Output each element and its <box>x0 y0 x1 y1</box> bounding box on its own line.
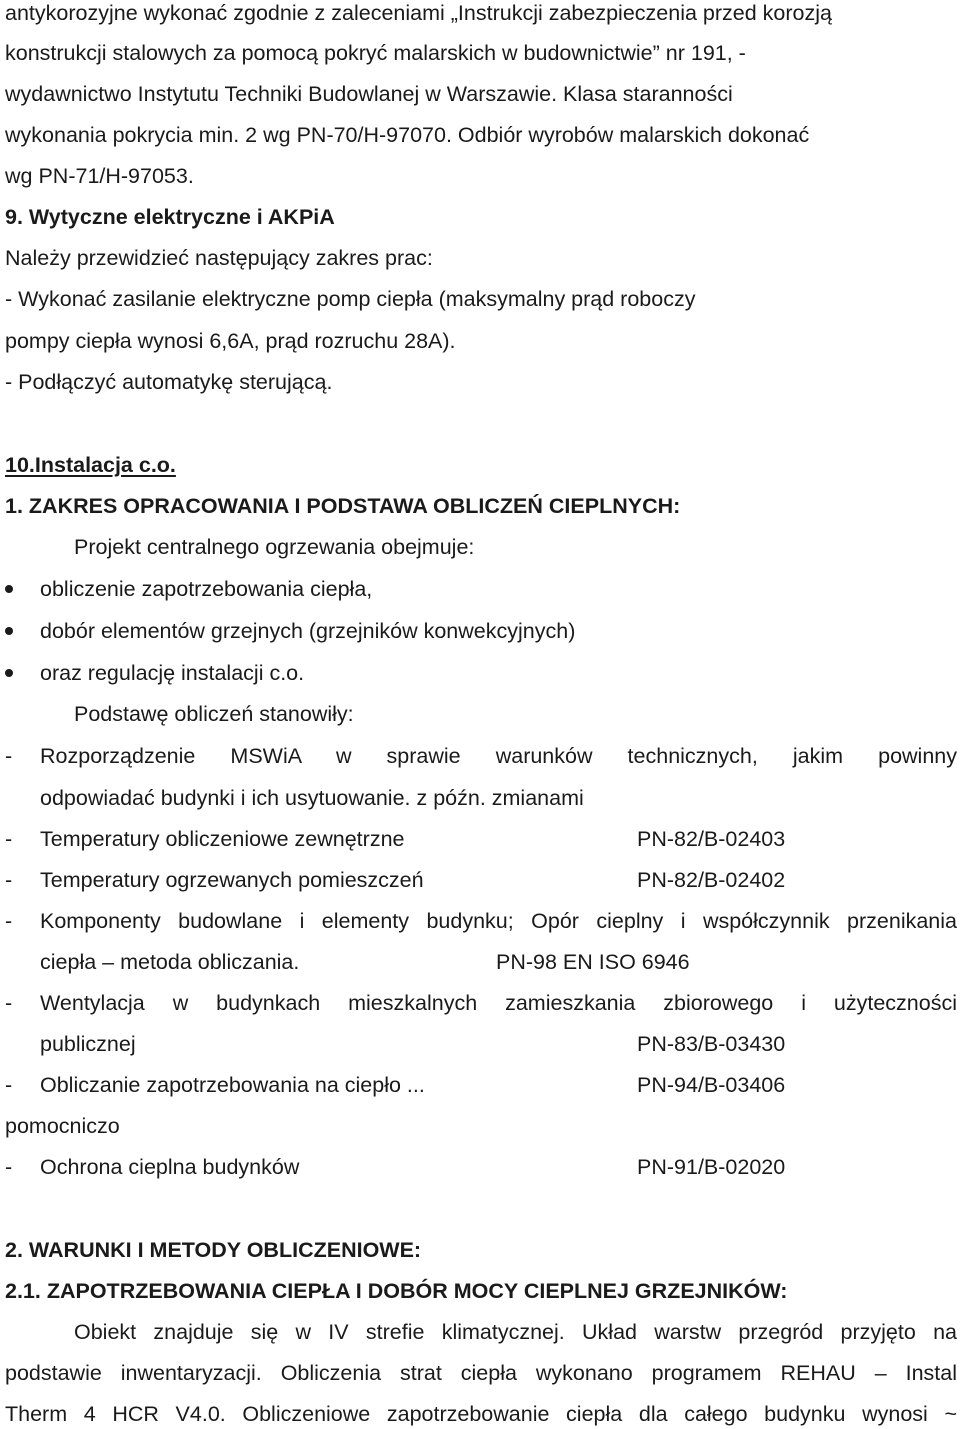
text-line: Therm 4 HCR V4.0. Obliczeniowe zapotrzebowanie ciepła dla całego budynku wynosi ~ <box>5 1402 957 1426</box>
bullet-icon <box>5 627 13 635</box>
bullet-icon <box>5 585 13 593</box>
text-line-justified <box>40 906 957 936</box>
text-line: odpowiadać budynki i ich usytuowanie. z późn. zmianami <box>40 786 584 810</box>
norm-code: PN-82/B-02402 <box>637 868 786 892</box>
text-line: publicznej <box>40 1032 136 1056</box>
text-line-justified <box>74 1317 957 1347</box>
dash-marker: - <box>5 744 13 768</box>
text-line: Podstawę obliczeń stanowiły: <box>74 702 354 726</box>
dash-marker: - <box>5 1155 13 1179</box>
text-line: wydawnictwo Instytutu Techniki Budowlanej w Warszawie. Klasa staranności <box>5 82 733 106</box>
norm-code: PN-98 EN ISO 6946 <box>496 950 690 974</box>
list-item-text: dobór elementów grzejnych (grzejników konwekcyjnych) <box>40 619 576 643</box>
text-line: pomocniczo <box>5 1114 120 1138</box>
text-line: - Podłączyć automatykę sterującą. <box>5 370 333 394</box>
norm-code: PN-94/B-03406 <box>637 1073 786 1097</box>
section-heading: 9. Wytyczne elektryczne i AKPiA <box>5 205 335 229</box>
text-line: Komponenty budowlane i elementy budynku; Opór cieplny i współczynnik przenikania <box>40 909 957 933</box>
text-line-justified <box>5 1399 957 1429</box>
dash-marker: - <box>5 1073 13 1097</box>
norm-code: PN-91/B-02020 <box>637 1155 786 1179</box>
text-line: ciepła – metoda obliczania. <box>40 950 300 974</box>
text-line-justified <box>40 988 957 1018</box>
norm-text: Temperatury obliczeniowe zewnętrzne <box>40 827 405 851</box>
text-line: pompy ciepła wynosi 6,6A, prąd rozruchu 28A). <box>5 329 456 353</box>
list-item-text: obliczenie zapotrzebowania ciepła, <box>40 577 373 601</box>
dash-marker: - <box>5 909 13 933</box>
text-line: Należy przewidzieć następujący zakres prac: <box>5 246 433 270</box>
text-line-justified <box>40 741 957 771</box>
text-line: Rozporządzenie MSWiA w sprawie warunków technicznych, jakim powinny <box>40 744 957 768</box>
text-line: konstrukcji stalowych za pomocą pokryć malarskich w budownictwie” nr 191, - <box>5 41 746 65</box>
section-heading: 10.Instalacja c.o. <box>5 453 176 477</box>
chapter-heading: 1. ZAKRES OPRACOWANIA I PODSTAWA OBLICZEŃ CIEPLNYCH: <box>5 494 681 518</box>
dash-marker: - <box>5 991 13 1015</box>
norm-code: PN-83/B-03430 <box>637 1032 786 1056</box>
dash-marker: - <box>5 827 13 851</box>
text-line-justified <box>5 1358 957 1388</box>
text-line: Obiekt znajduje się w IV strefie klimatycznej. Układ warstw przegród przyjęto na <box>74 1320 957 1344</box>
norm-text: Obliczanie zapotrzebowania na ciepło ... <box>40 1073 425 1097</box>
chapter-heading: 2. WARUNKI I METODY OBLICZENIOWE: <box>5 1238 422 1262</box>
dash-marker: - <box>5 868 13 892</box>
sub-heading: 2.1. ZAPOTRZEBOWANIA CIEPŁA I DOBÓR MOCY CIEPLNEJ GRZEJNIKÓW: <box>5 1279 788 1303</box>
text-line: wykonania pokrycia min. 2 wg PN-70/H-97070. Odbiór wyrobów malarskich dokonać <box>5 123 810 147</box>
text-line: Wentylacja w budynkach mieszkalnych zamieszkania zbiorowego i użyteczności <box>40 991 957 1015</box>
norm-code: PN-82/B-02403 <box>637 827 786 851</box>
text-line: Projekt centralnego ogrzewania obejmuje: <box>74 535 475 559</box>
bullet-icon <box>5 669 13 677</box>
norm-text: Temperatury ogrzewanych pomieszczeń <box>40 868 424 892</box>
text-line: antykorozyjne wykonać zgodnie z zaleceniami „Instrukcji zabezpieczenia przed korozją <box>5 1 832 25</box>
text-line: wg PN-71/H-97053. <box>5 164 194 188</box>
text-line: podstawie inwentaryzacji. Obliczenia strat ciepła wykonano programem REHAU – Instal <box>5 1361 957 1385</box>
list-item-text: oraz regulację instalacji c.o. <box>40 661 305 685</box>
norm-text: Ochrona cieplna budynków <box>40 1155 300 1179</box>
text-line: - Wykonać zasilanie elektryczne pomp ciepła (maksymalny prąd roboczy <box>5 287 696 311</box>
